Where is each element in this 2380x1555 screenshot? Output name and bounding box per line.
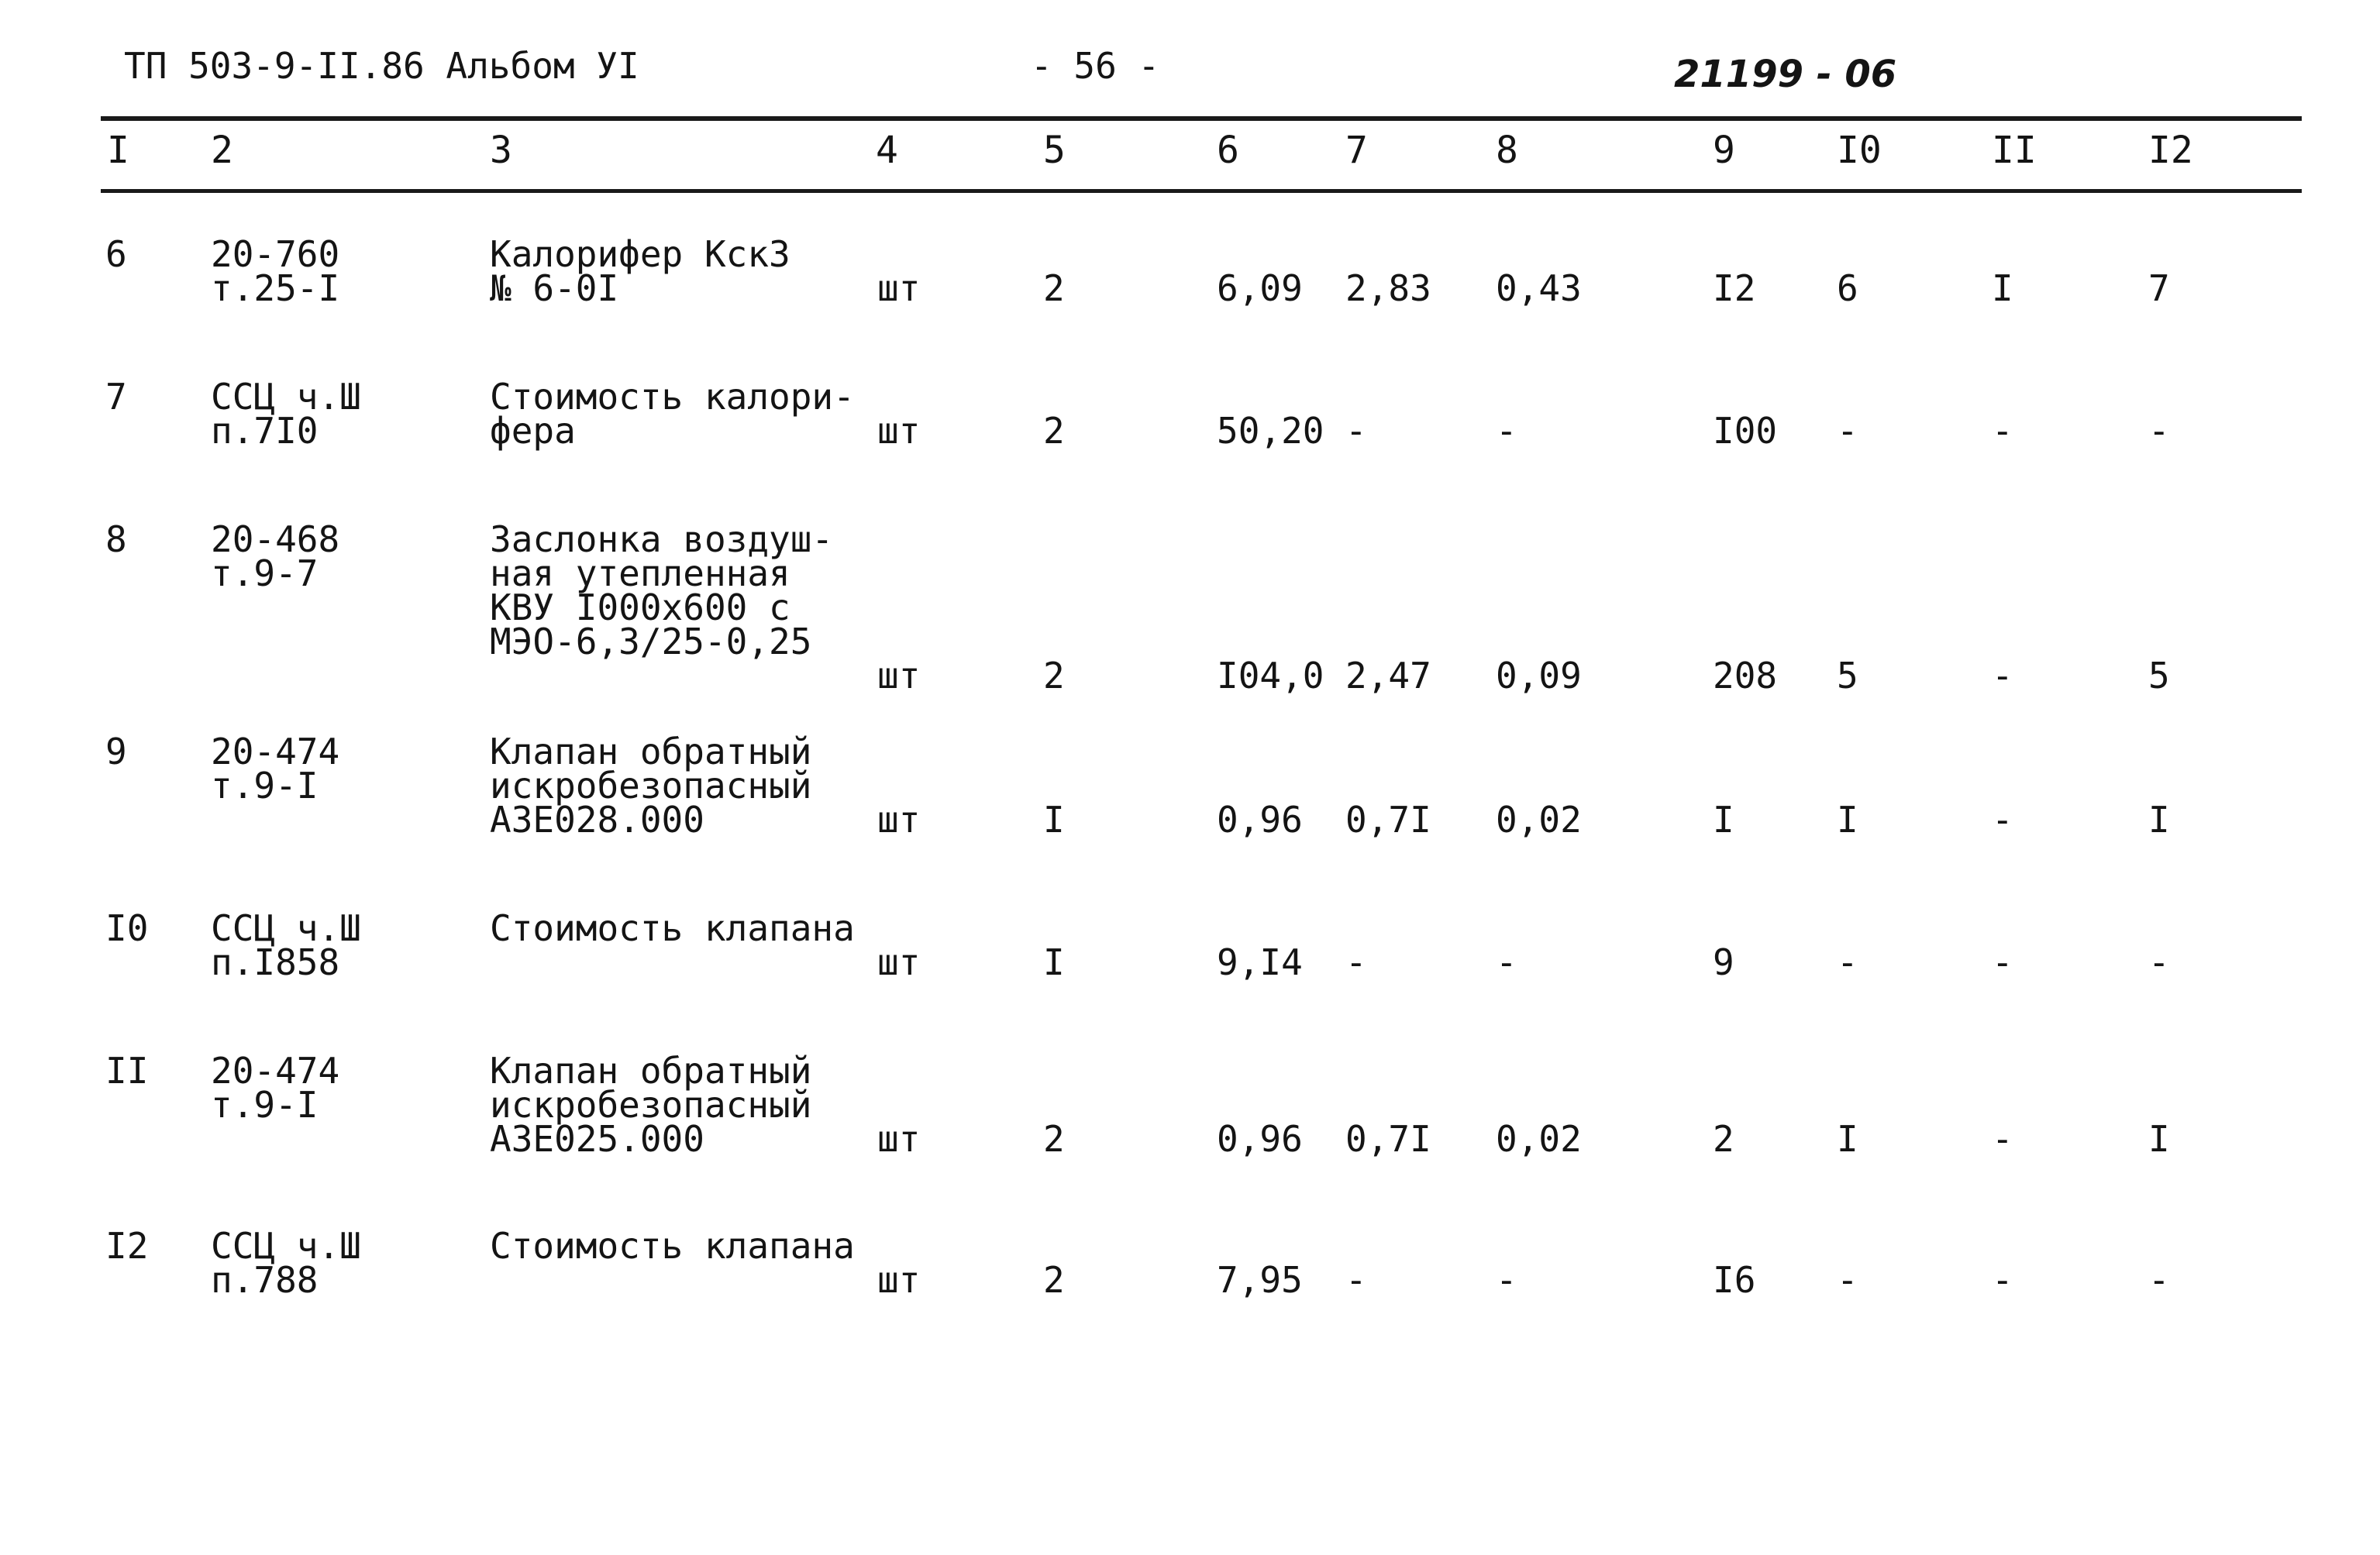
cell-c11: - [1992, 410, 2013, 452]
cell-c7: 2,83 [1345, 267, 1431, 309]
cell-c6: 6,09 [1217, 267, 1303, 309]
cell-qty: 2 [1043, 1118, 1065, 1160]
cell-name: Калорифер Кск3 № 6-0I [490, 233, 790, 309]
cell-qty: 2 [1043, 1259, 1065, 1301]
cell-name: Заслонка воздуш- ная утепленная КВУ I000х600 с МЭО-6,3/25-0,25 [490, 518, 834, 662]
cell-c6: 0,96 [1217, 1118, 1303, 1160]
cell-c6: 7,95 [1217, 1259, 1303, 1301]
cell-code: 20-474 т.9-I [211, 1050, 340, 1126]
cell-c10: - [1837, 1259, 1858, 1301]
cell-c7: - [1345, 1259, 1367, 1301]
document-designation: ТП 503-9-II.86 Альбом УI [124, 45, 639, 87]
cell-name: Стоимость клапана [490, 1225, 855, 1267]
cell-num: 8 [105, 518, 127, 560]
cell-num: 9 [105, 731, 127, 772]
cell-c10: I [1837, 799, 1858, 841]
cell-c8: - [1496, 410, 1517, 452]
cell-name: Стоимость калори- фера [490, 376, 855, 452]
cell-unit: шт [877, 1118, 921, 1160]
cell-unit: шт [877, 799, 921, 841]
cell-c10: I [1837, 1118, 1858, 1160]
cell-c12: - [2148, 1259, 2170, 1301]
cell-c8: - [1496, 941, 1517, 983]
cell-c7: 0,7I [1345, 799, 1431, 841]
cell-code: ССЦ ч.Ш п.788 [211, 1225, 361, 1301]
cell-c7: 2,47 [1345, 655, 1431, 697]
cell-c12: - [2148, 410, 2170, 452]
column-number: 4 [876, 129, 898, 172]
cell-c11: I [1992, 267, 2013, 309]
cell-c7: - [1345, 941, 1367, 983]
cell-qty: 2 [1043, 267, 1065, 309]
cell-qty: 2 [1043, 655, 1065, 697]
cell-c11: - [1992, 1259, 2013, 1301]
column-number: 7 [1345, 129, 1368, 172]
cell-c9: 2 [1713, 1118, 1734, 1160]
header-top-rule [101, 116, 2302, 121]
header-bottom-rule [101, 189, 2302, 193]
cell-c12: 7 [2148, 267, 2170, 309]
cell-code: 20-474 т.9-I [211, 731, 340, 807]
cell-c12: 5 [2148, 655, 2170, 697]
cell-c11: - [1992, 799, 2013, 841]
column-number: 6 [1217, 129, 1239, 172]
cell-c6: 9,I4 [1217, 941, 1303, 983]
cell-c12: - [2148, 941, 2170, 983]
column-number: 2 [211, 129, 233, 172]
cell-c7: - [1345, 410, 1367, 452]
cell-num: II [105, 1050, 149, 1092]
cell-c9: 208 [1713, 655, 1778, 697]
cell-c9: 9 [1713, 941, 1734, 983]
cell-unit: шт [877, 655, 921, 697]
cell-unit: шт [877, 1259, 921, 1301]
cell-num: I0 [105, 907, 149, 949]
cell-num: 6 [105, 233, 127, 275]
cell-c11: - [1992, 1118, 2013, 1160]
cell-c12: I [2148, 1118, 2170, 1160]
column-number: I0 [1837, 129, 1882, 172]
cell-c8: 0,02 [1496, 1118, 1582, 1160]
cell-c8: 0,09 [1496, 655, 1582, 697]
cell-qty: I [1043, 799, 1065, 841]
column-number: I2 [2148, 129, 2193, 172]
cell-unit: шт [877, 410, 921, 452]
cell-num: I2 [105, 1225, 149, 1267]
cell-qty: I [1043, 941, 1065, 983]
column-number: 3 [490, 129, 512, 172]
cell-name: Клапан обратный искробезопасный АЗЕ028.000 [490, 731, 812, 841]
cell-c11: - [1992, 655, 2013, 697]
cell-c11: - [1992, 941, 2013, 983]
cell-c7: 0,7I [1345, 1118, 1431, 1160]
cell-c12: I [2148, 799, 2170, 841]
cell-c8: 0,43 [1496, 267, 1582, 309]
cell-qty: 2 [1043, 410, 1065, 452]
cell-c9: I [1713, 799, 1734, 841]
cell-c6: 50,20 [1217, 410, 1324, 452]
cell-code: 20-468 т.9-7 [211, 518, 340, 594]
cell-code: 20-760 т.25-I [211, 233, 340, 309]
cell-name: Стоимость клапана [490, 907, 855, 949]
column-number: II [1992, 129, 2037, 172]
cell-c10: - [1837, 941, 1858, 983]
cell-c8: 0,02 [1496, 799, 1582, 841]
cell-unit: шт [877, 267, 921, 309]
cell-code: ССЦ ч.Ш п.7I0 [211, 376, 361, 452]
cell-code: ССЦ ч.Ш п.I858 [211, 907, 361, 983]
cell-c9: I2 [1713, 267, 1756, 309]
column-number: 9 [1713, 129, 1735, 172]
cell-c6: 0,96 [1217, 799, 1303, 841]
cell-c10: - [1837, 410, 1858, 452]
column-number: 5 [1043, 129, 1066, 172]
page-number: - 56 - [1031, 45, 1160, 87]
handwritten-code: 21199 - 06 [1674, 53, 1897, 96]
cell-c10: 6 [1837, 267, 1858, 309]
column-number: I [107, 129, 129, 172]
cell-num: 7 [105, 376, 127, 418]
cell-c10: 5 [1837, 655, 1858, 697]
cell-c9: I6 [1713, 1259, 1756, 1301]
column-number: 8 [1496, 129, 1518, 172]
cell-c6: I04,0 [1217, 655, 1324, 697]
cell-c9: I00 [1713, 410, 1778, 452]
cell-c8: - [1496, 1259, 1517, 1301]
cell-name: Клапан обратный искробезопасный АЗЕ025.000 [490, 1050, 812, 1160]
cell-unit: шт [877, 941, 921, 983]
